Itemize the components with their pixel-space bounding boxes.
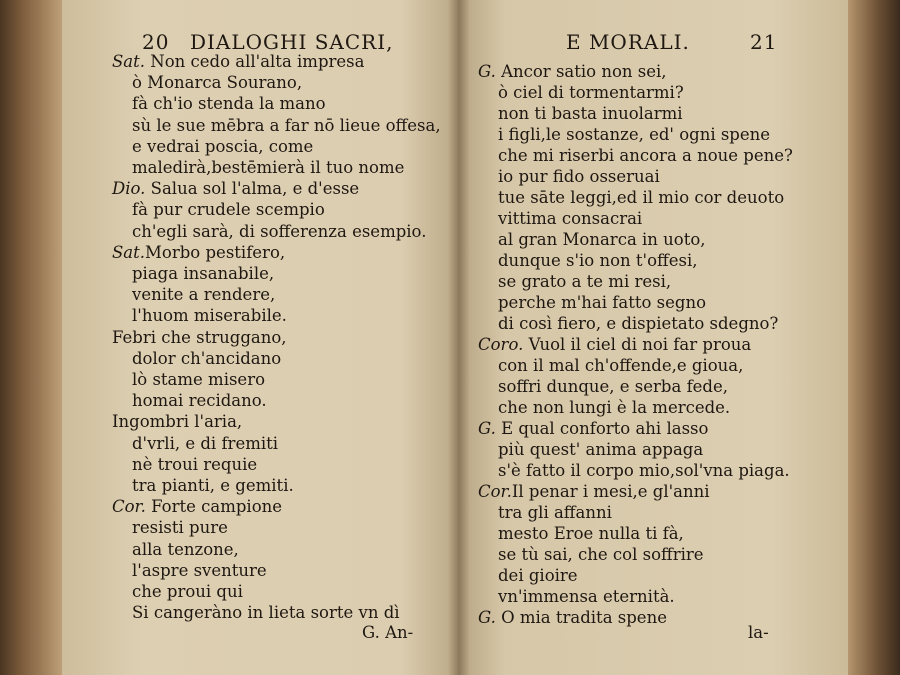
verse-text: piaga insanabile, [132, 264, 275, 283]
verse-text: fà ch'io stenda la mano [132, 94, 326, 114]
speaker-label: G. [478, 62, 496, 81]
text-line [132, 518, 228, 538]
verse-text: resisti pure [132, 518, 228, 538]
text-line [478, 62, 667, 82]
verse-text: ch'egli sarà, di sofferenza esempio. [132, 221, 427, 241]
verse-text: alla tenzone, [132, 539, 239, 559]
text-line [132, 158, 404, 178]
verse-text: i figli,le sostanze, ed' ogni spene [498, 125, 771, 144]
text-line [132, 540, 239, 560]
left-page-edges [0, 0, 70, 675]
text-line [132, 391, 267, 411]
right-catchword: la- [748, 623, 769, 642]
verse-text: s'è fatto il corpo mio,sol'vna piaga. [498, 461, 790, 480]
verse-text: vittima consacrai [498, 209, 643, 228]
verse-text: che proui qui [132, 582, 243, 601]
speaker-label: Dio. [112, 179, 146, 199]
verse-text: l'aspre sventure [132, 560, 267, 580]
text-line [478, 335, 751, 355]
verse-text: maledirà,bestēmierà il tuo nome [132, 158, 405, 177]
verse-text: mesto Eroe nulla ti fà, [498, 524, 684, 543]
text-line [498, 356, 743, 376]
text-line [112, 412, 242, 432]
verse-text: al gran Monarca in uoto, [498, 230, 706, 249]
text-line [498, 188, 784, 208]
text-line [132, 285, 275, 305]
verse-text: nè troui requie [132, 454, 258, 474]
right-page-number: 21 [750, 30, 778, 54]
right-page-edges [840, 0, 900, 675]
verse-text: Salua sol l'alma, e d'esse [145, 179, 360, 199]
text-line [498, 461, 790, 481]
speaker-label: G. [478, 608, 496, 627]
text-line [132, 306, 287, 326]
text-line [498, 545, 704, 565]
text-line [498, 230, 706, 250]
verse-text: Febri che struggano, [112, 327, 287, 347]
verse-text: se grato a te mi resi, [498, 272, 672, 291]
speaker-label: Cor. [478, 482, 512, 501]
verse-text: vn'immensa eternità. [498, 587, 675, 606]
text-line [498, 524, 684, 544]
verse-text: tra pianti, e gemiti. [132, 476, 294, 495]
verse-text: Non cedo all'alta impresa [145, 52, 365, 71]
speaker-label: Coro. [478, 335, 524, 354]
verse-text: con il mal ch'offende,e gioua, [498, 356, 744, 375]
verse-text: sù le sue mēbra a far nō lieue offesa, [132, 115, 441, 135]
verse-text: lò stame misero [132, 370, 266, 389]
text-line [132, 455, 257, 475]
verse-text: Si cangeràno in lieta sorte vn dì [132, 603, 400, 623]
text-line [498, 440, 703, 460]
verse-text: Morbo pestifero, [145, 242, 286, 262]
verse-text: di così fiero, e dispietato sdegno? [498, 314, 779, 333]
text-line [498, 293, 706, 313]
speaker-label: Cor. [112, 497, 146, 517]
text-line [498, 272, 671, 292]
text-line [478, 608, 667, 628]
text-line [132, 603, 400, 623]
text-line [132, 561, 267, 581]
text-line [498, 377, 728, 397]
text-line [132, 370, 265, 390]
speaker-label: Sat. [112, 52, 146, 71]
verse-text: venite a rendere, [132, 285, 276, 305]
verse-text: più quest' anima appaga [498, 440, 704, 459]
verse-text: l'huom miserabile. [132, 306, 287, 326]
speaker-label: Sat. [112, 242, 146, 262]
verse-text: che non lungi è la mercede. [498, 398, 731, 417]
text-line [132, 116, 441, 136]
left-page [62, 0, 460, 675]
text-line [132, 73, 302, 93]
right-page [458, 0, 848, 675]
text-line [132, 222, 426, 242]
verse-text: io pur fido osseruai [498, 167, 660, 186]
text-line [498, 146, 793, 166]
verse-text: non ti basta inuolarmi [498, 104, 683, 123]
text-line [132, 349, 281, 369]
text-line [498, 503, 612, 523]
left-catchword: G. An- [362, 623, 414, 642]
text-line [498, 125, 770, 145]
verse-text: ò ciel di tormentarmi? [498, 83, 684, 102]
text-line [132, 476, 294, 496]
verse-text: Forte campione [145, 497, 283, 517]
text-line [498, 251, 697, 271]
left-page-number: 20 [142, 30, 170, 54]
text-line [498, 314, 778, 334]
verse-text: ò Monarca Sourano, [132, 73, 303, 93]
text-line [112, 243, 285, 263]
speaker-label: G. [478, 419, 496, 438]
verse-text: Il penar i mesi,e gl'anni [511, 482, 710, 501]
book-gutter [448, 0, 470, 675]
text-line [132, 137, 313, 157]
text-line [498, 167, 660, 187]
left-running-head: DIALOGHI SACRI, [190, 30, 394, 54]
verse-text: homai recidano. [132, 391, 267, 411]
text-line [112, 328, 287, 348]
verse-text: O mia tradita spene [495, 608, 667, 627]
verse-text: tue sāte leggi,ed il mio cor deuoto [498, 188, 785, 207]
verse-text: e vedrai poscia, come [132, 136, 314, 156]
text-line [498, 587, 675, 607]
verse-text: fà pur crudele scempio [132, 200, 325, 220]
right-running-head: E MORALI. [566, 30, 690, 54]
verse-text: d'vrli, e di fremiti [132, 433, 279, 453]
verse-text: se tù sai, che col soffrire [498, 545, 704, 564]
verse-text: tra gli affanni [498, 503, 612, 522]
verse-text: che mi riserbi ancora a noue pene? [498, 146, 793, 165]
text-line [112, 179, 359, 199]
text-line [112, 497, 282, 517]
text-line [498, 83, 684, 103]
text-line [132, 94, 326, 114]
text-line [498, 398, 730, 418]
verse-text: E qual conforto ahi lasso [495, 419, 709, 438]
verse-text: soffri dunque, e serba fede, [498, 377, 729, 396]
text-line [498, 104, 683, 124]
text-line [132, 582, 243, 602]
verse-text: dunque s'io non t'offesi, [498, 251, 698, 270]
verse-text: perche m'hai fatto segno [498, 293, 706, 312]
text-line [498, 209, 642, 229]
verse-text: Ancor satio non sei, [495, 62, 667, 81]
text-line [132, 264, 274, 284]
text-line [498, 566, 578, 586]
verse-text: Vuol il ciel di noi far proua [523, 335, 752, 354]
verse-text: Ingombri l'aria, [112, 412, 243, 432]
text-line [478, 419, 708, 439]
text-line [478, 482, 710, 502]
text-line [132, 434, 278, 454]
text-line [112, 52, 364, 72]
text-line [132, 200, 325, 220]
verse-text: dei gioire [498, 566, 578, 585]
verse-text: dolor ch'ancidano [132, 348, 282, 368]
